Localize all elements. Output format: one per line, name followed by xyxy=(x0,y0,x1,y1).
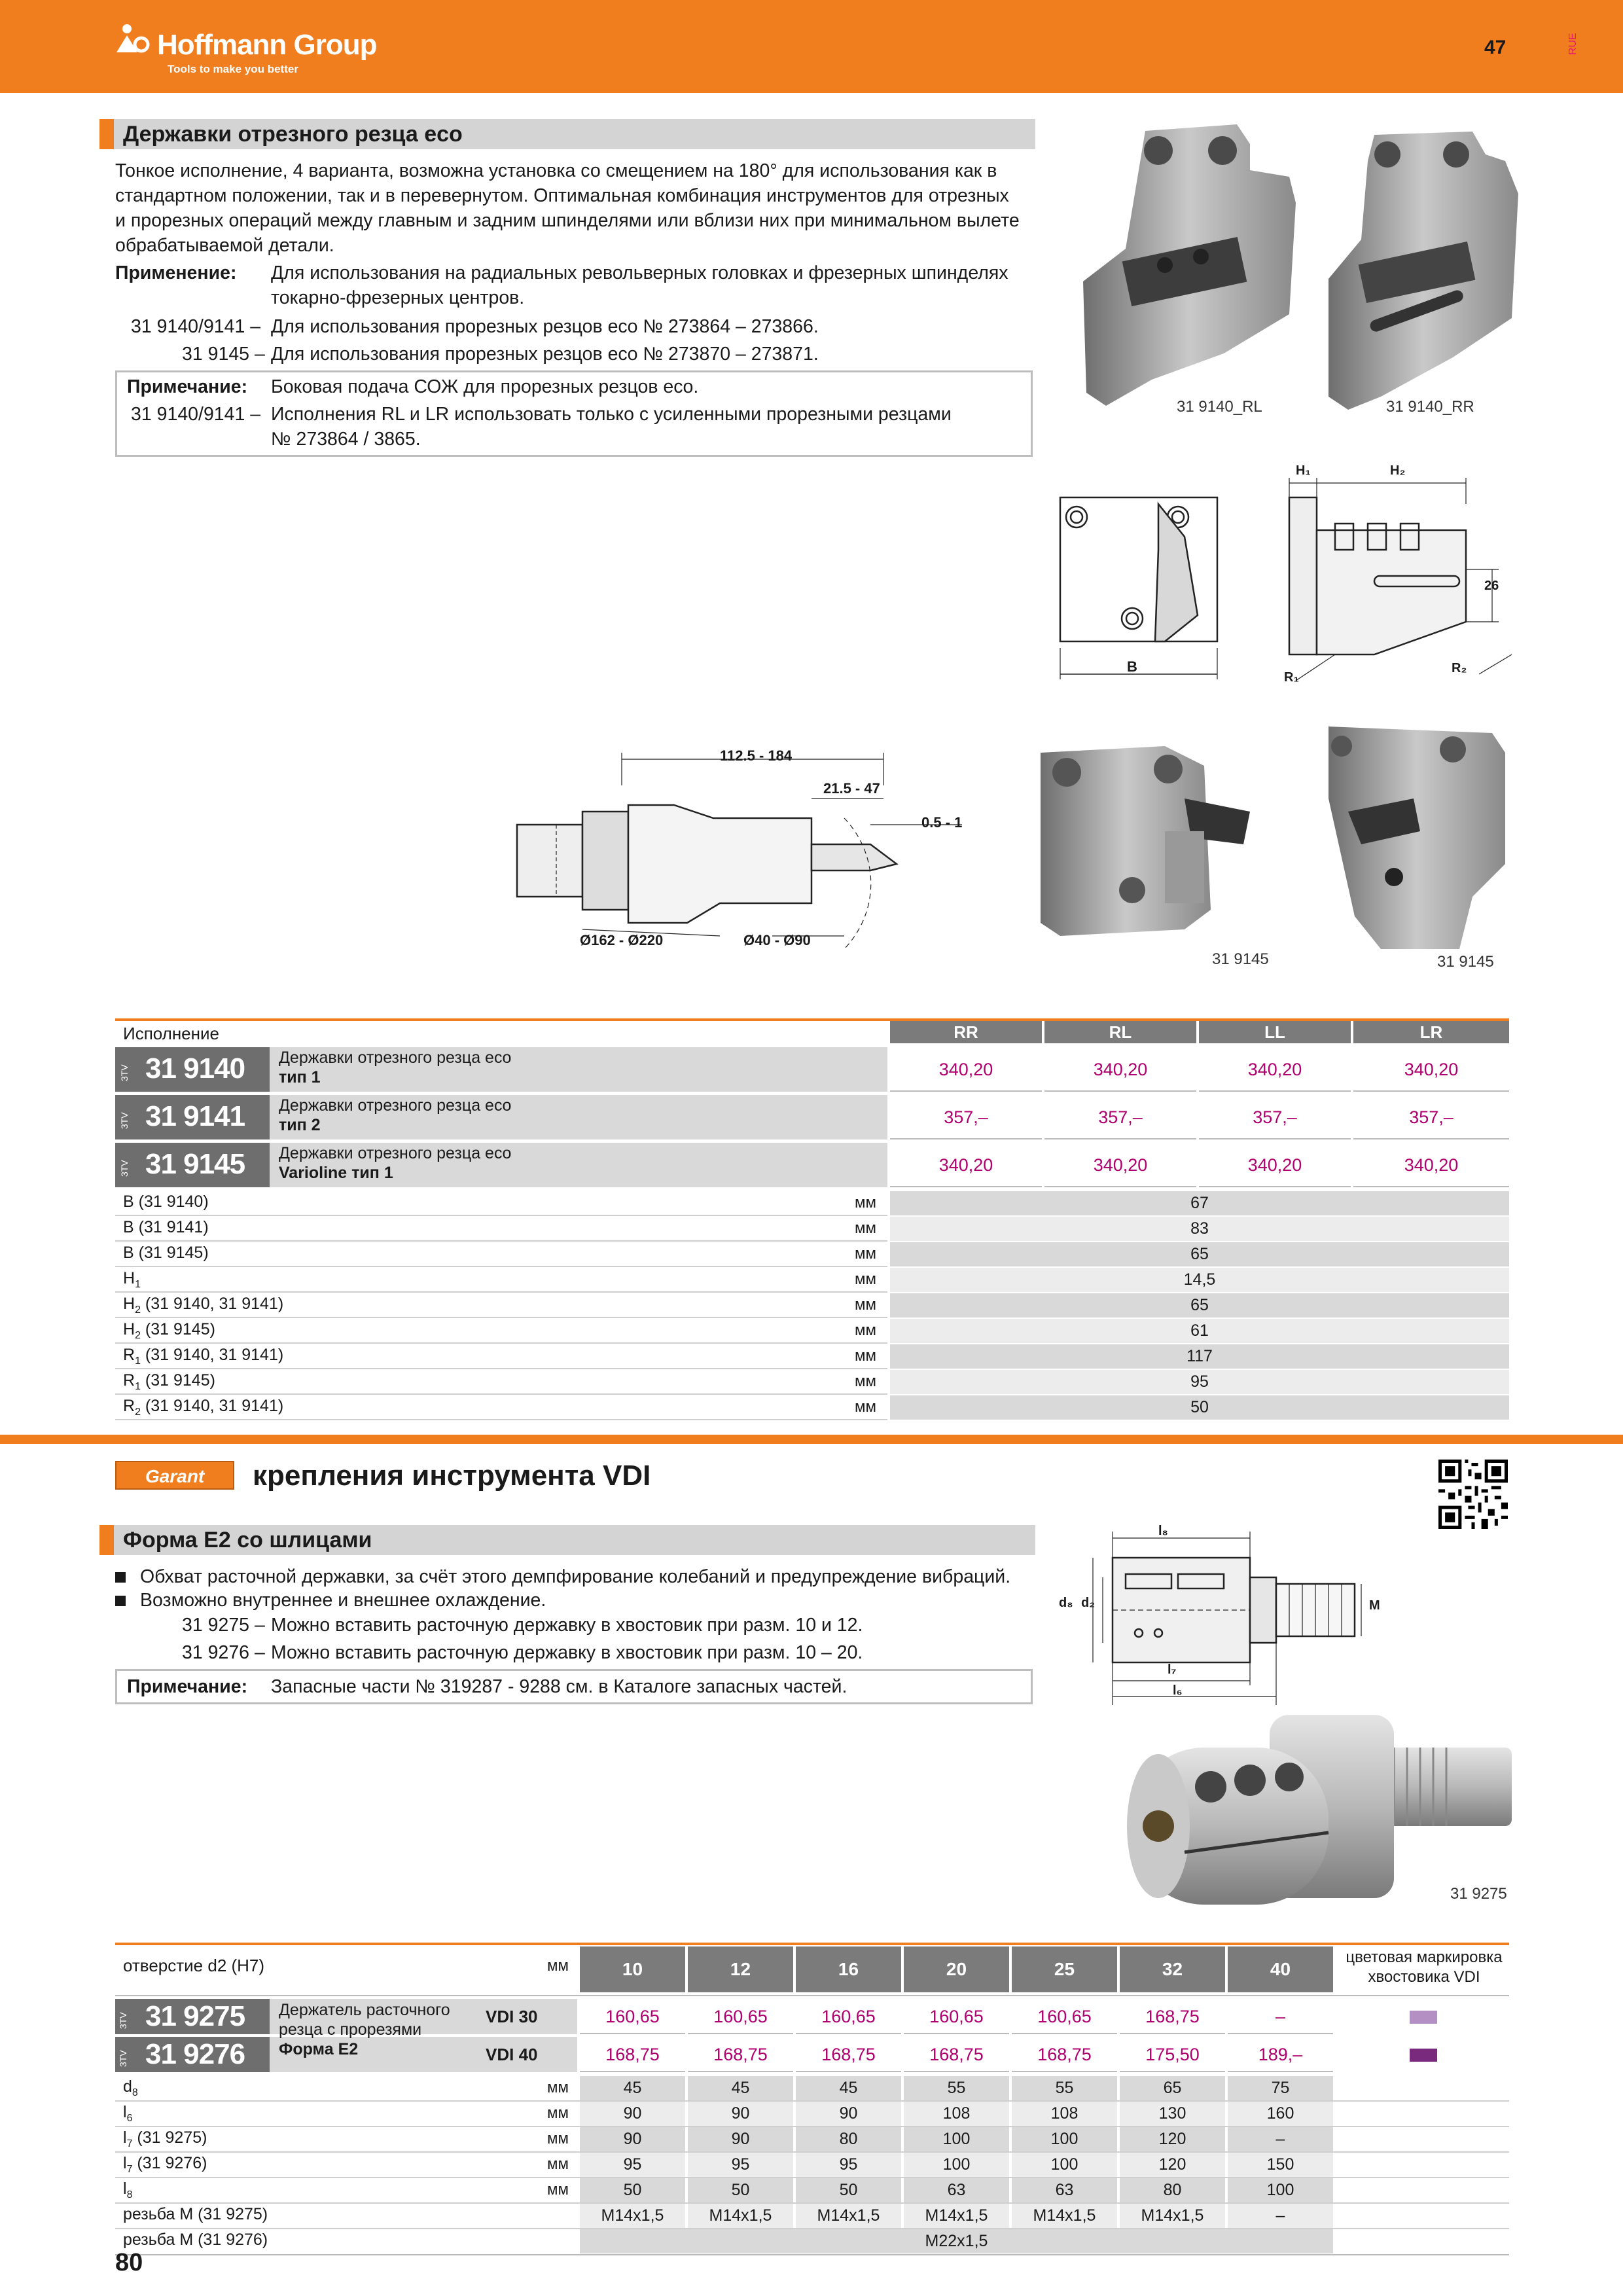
product-code: 31 9140 xyxy=(145,1052,245,1085)
brand-name: Hoffmann Group xyxy=(157,29,377,61)
spec-unit: мм xyxy=(855,1296,876,1314)
spec-value: M14x1,5 xyxy=(1012,2204,1117,2228)
spec-label: $l_7$ (31 9275) xyxy=(123,2128,207,2149)
spec-value: 50 xyxy=(890,1395,1509,1420)
spec-value: 90 xyxy=(580,2127,685,2151)
spec-value: 80 xyxy=(796,2127,901,2151)
spec-value: 90 xyxy=(796,2102,901,2126)
use2-text: Для использования прорезных резцов eco № 273870 – 273871. xyxy=(271,344,819,365)
price-cell: 175,50 xyxy=(1120,2037,1225,2072)
table2-head-label: отверстие d2 (H7) xyxy=(123,1956,265,1975)
product-image-9145b xyxy=(1315,720,1512,949)
s2-use1-text: Можно вставить расточную державку в хвостовик при разм. 10 и 12. xyxy=(271,1615,863,1636)
dim-l7-label: l₇ xyxy=(1168,1662,1177,1677)
row-divider xyxy=(115,1215,887,1216)
row-divider xyxy=(115,2254,1509,2255)
marker-label-2: хвостовика VDI xyxy=(1368,1968,1480,1986)
garant-logo: Garant xyxy=(115,1461,234,1490)
vdi-color-marker xyxy=(1410,2049,1437,2062)
spec-value: M14x1,5 xyxy=(688,2204,793,2228)
dim-d2-label: d₂ xyxy=(1081,1596,1096,1610)
spec-value: 75 xyxy=(1228,2076,1333,2100)
price-cell: 340,20 xyxy=(1044,1143,1196,1187)
spec-value: 95 xyxy=(796,2153,901,2177)
price-cell: 168,75 xyxy=(580,2037,685,2072)
price-cell: 357,– xyxy=(1044,1095,1196,1139)
spec-label: $H_2$ (31 9145) xyxy=(123,1320,215,1341)
spec-value: 80 xyxy=(1120,2178,1225,2202)
note-text-2: Исполнения RL и LR использовать только с усиленными прорезными резцами № 273864 / 3865. xyxy=(271,404,952,450)
product-image-rl xyxy=(1073,118,1296,406)
price-cell: 168,75 xyxy=(904,2037,1009,2072)
product-name-1: Держатель расточного xyxy=(279,2001,450,2019)
spec-value: 50 xyxy=(796,2178,901,2202)
use1-code: 31 9140/9141 – xyxy=(131,316,261,337)
product-name-3: Форма E2 xyxy=(279,2040,359,2058)
spec-value: M14x1,5 xyxy=(904,2204,1009,2228)
table2-col-header: 25 xyxy=(1012,1946,1117,1992)
spec-value: 95 xyxy=(580,2153,685,2177)
dim-d8-label: d₈ xyxy=(1059,1596,1073,1610)
product-name: Державки отрезного резца eco xyxy=(279,1096,512,1115)
spec-value: – xyxy=(1228,2204,1333,2228)
spec-value: 120 xyxy=(1120,2153,1225,2177)
price-cell: 340,20 xyxy=(1353,1047,1509,1092)
spec-value: 100 xyxy=(904,2153,1009,2177)
product-image-rr xyxy=(1322,122,1531,410)
row-divider xyxy=(115,1368,887,1369)
spec-value: 120 xyxy=(1120,2127,1225,2151)
spec-unit: мм xyxy=(547,2079,569,2096)
table1-head-label: Исполнение xyxy=(123,1024,219,1043)
price-cell: 340,20 xyxy=(890,1047,1042,1092)
product-type: тип 2 xyxy=(279,1116,321,1134)
spec-label: $H_1$ xyxy=(123,1269,141,1290)
spec-unit: мм xyxy=(547,2130,569,2147)
vdi-size: VDI 30 xyxy=(486,2007,538,2026)
caption-rl: 31 9140_RL xyxy=(1177,398,1262,416)
spec-label: $l_8$ xyxy=(123,2179,133,2200)
dim-length-label: 112.5 - 184 xyxy=(720,747,793,764)
section-intro: Тонкое исполнение, 4 варианта, возможна установка со смещением на 180° для использования как в стандартном положении, так и в перевернутом. Оптимальная комбинация инструментов для отрезных и прорезных операций между главным и задним шпинделями или вблизи них при минимальном вылете обрабатываемой детали. xyxy=(115,160,1020,256)
s2-use2-text: Можно вставить расточную державку в хвостовик при разм. 10 – 20. xyxy=(271,1642,863,1663)
section2-subtitle: Форма E2 со шлицами xyxy=(123,1528,372,1552)
dim-h1-label: H₁ xyxy=(1296,463,1311,478)
spec-label: $d_8$ xyxy=(123,2077,138,2098)
spec-value: 45 xyxy=(796,2076,901,2100)
price-cell: 160,65 xyxy=(904,1999,1009,2034)
section-divider xyxy=(0,1435,1623,1444)
drawing-vdi xyxy=(1054,1518,1394,1708)
spec-value: 83 xyxy=(890,1217,1509,1241)
section2-subtitle-bar xyxy=(99,1525,1035,1555)
table2-col-header: 12 xyxy=(688,1946,793,1992)
price-cell: 357,– xyxy=(890,1095,1042,1139)
bullet-1: Обхват расточной державки, за счёт этого демпфирование колебаний и предупреждение вибраций. xyxy=(115,1564,1010,1589)
spec-value: 90 xyxy=(688,2102,793,2126)
price-cell: – xyxy=(1228,1999,1333,2034)
product-name-2: резца с прорезями xyxy=(279,2020,422,2039)
spec-label: $R_1$ (31 9140, 31 9141) xyxy=(123,1346,284,1367)
spec-label: $l_7$ (31 9276) xyxy=(123,2154,207,2175)
code-prefix: 3TV xyxy=(118,2012,128,2029)
page-number-bottom: 80 xyxy=(115,2249,143,2276)
code-prefix: 3TV xyxy=(119,1160,130,1177)
section2-title: крепления инструмента VDI xyxy=(253,1460,651,1492)
caption-9145b: 31 9145 xyxy=(1437,953,1494,971)
caption-9145a: 31 9145 xyxy=(1212,950,1269,968)
row-divider xyxy=(115,1342,887,1344)
marker-label-1: цветовая маркировка xyxy=(1346,1948,1503,1966)
spec-value: 100 xyxy=(1012,2153,1117,2177)
table2-col-header: 10 xyxy=(580,1946,685,1992)
spec-value: 90 xyxy=(688,2127,793,2151)
row-divider xyxy=(115,1419,887,1420)
spec-label: B (31 9140) xyxy=(123,1193,209,1211)
spec-label: резьба M (31 9276) xyxy=(123,2231,268,2249)
col-rr: RR xyxy=(890,1021,1042,1043)
spec-unit: мм xyxy=(547,2104,569,2122)
price-cell: 357,– xyxy=(1199,1095,1351,1139)
hoffmann-logo-icon xyxy=(115,22,144,51)
price-cell: 168,75 xyxy=(796,2037,901,2072)
dim-m-label: M xyxy=(1369,1598,1380,1613)
price-cell: 160,65 xyxy=(1012,1999,1117,2034)
spec-value: 130 xyxy=(1120,2102,1225,2126)
price-cell: 340,20 xyxy=(1044,1047,1196,1092)
dim-offset-label: 21.5 - 47 xyxy=(823,780,880,797)
use1-text: Для использования прорезных резцов eco № 273864 – 273866. xyxy=(271,316,819,337)
price-cell: 189,– xyxy=(1228,2037,1333,2072)
qr-code-icon xyxy=(1438,1460,1508,1529)
price-cell: 340,20 xyxy=(1199,1047,1351,1092)
spec-label: $l_6$ xyxy=(123,2103,133,2124)
spec-value: 50 xyxy=(688,2178,793,2202)
brand-tagline: Tools to make you better xyxy=(168,63,298,75)
spec-value: 65 xyxy=(1120,2076,1225,2100)
row-divider xyxy=(115,1317,887,1318)
spec-value: 150 xyxy=(1228,2153,1333,2177)
product-image-9145a xyxy=(1034,740,1257,936)
s2-note-label: Примечание: xyxy=(127,1676,248,1697)
product-type: Varioline тип 1 xyxy=(279,1164,393,1182)
dim-l8-label: l₈ xyxy=(1158,1524,1168,1538)
spec-value: 45 xyxy=(688,2076,793,2100)
dim-dia2-label: Ø40 - Ø90 xyxy=(743,932,811,948)
table2-col-header: 40 xyxy=(1228,1946,1333,1992)
spec-label: резьба M (31 9275) xyxy=(123,2205,268,2223)
spec-value: 45 xyxy=(580,2076,685,2100)
price-cell: 160,65 xyxy=(580,1999,685,2034)
dim-b-label: B xyxy=(1127,658,1137,675)
spec-value: 108 xyxy=(1012,2102,1117,2126)
price-cell: 357,– xyxy=(1353,1095,1509,1139)
page-header xyxy=(0,0,1623,93)
spec-unit: мм xyxy=(855,1219,876,1237)
spec-label: $H_2$ (31 9140, 31 9141) xyxy=(123,1295,284,1316)
code-prefix: 3TV xyxy=(118,2050,128,2067)
spec-value: 61 xyxy=(890,1319,1509,1343)
spec-value: 65 xyxy=(890,1242,1509,1266)
spec-value: 108 xyxy=(904,2102,1009,2126)
spec-value: – xyxy=(1228,2127,1333,2151)
spec-label: $R_2$ (31 9140, 31 9141) xyxy=(123,1397,284,1418)
use2-code: 31 9145 – xyxy=(182,344,265,365)
spec-value: 100 xyxy=(904,2127,1009,2151)
spec-unit: мм xyxy=(855,1245,876,1263)
spec-label: B (31 9141) xyxy=(123,1218,209,1236)
page-number-top: 47 xyxy=(1484,37,1507,58)
price-cell: 168,75 xyxy=(1120,1999,1225,2034)
section-title-bar xyxy=(99,119,1035,149)
table2 xyxy=(115,1943,1509,2250)
col-rl: RL xyxy=(1044,1021,1196,1043)
dim-r1-label: R₁ xyxy=(1284,670,1299,685)
drawing-front-view xyxy=(1047,484,1230,681)
spec-value: 55 xyxy=(1012,2076,1117,2100)
note-label: Примечание: xyxy=(127,376,248,397)
spec-unit: мм xyxy=(855,1398,876,1416)
drawing-side-view xyxy=(1270,465,1518,687)
note-code: 31 9140/9141 – xyxy=(131,404,261,425)
product-code: 31 9275 xyxy=(145,2000,245,2032)
spec-label: $R_1$ (31 9145) xyxy=(123,1371,215,1392)
caption-vdi: 31 9275 xyxy=(1450,1885,1507,1903)
code-prefix: 3TV xyxy=(119,1112,130,1129)
spec-value: 50 xyxy=(580,2178,685,2202)
product-type: тип 1 xyxy=(279,1068,321,1086)
spec-value: 95 xyxy=(688,2153,793,2177)
dim-r2-label: R₂ xyxy=(1452,661,1467,675)
vdi-color-marker xyxy=(1410,2011,1437,2024)
application-label: Применение: xyxy=(115,262,237,283)
spec-value: M14x1,5 xyxy=(796,2204,901,2228)
table2-col-header: 32 xyxy=(1120,1946,1225,1992)
product-code: 31 9276 xyxy=(145,2038,245,2070)
spec-value: M22x1,5 xyxy=(580,2229,1333,2253)
row-divider xyxy=(115,1240,887,1242)
dim-26-label: 26 xyxy=(1484,579,1499,593)
spec-value: 55 xyxy=(904,2076,1009,2100)
table2-head-unit: мм xyxy=(547,1957,569,1975)
dim-l6-label: l₆ xyxy=(1173,1683,1183,1698)
price-cell: 340,20 xyxy=(1199,1143,1351,1187)
price-cell: 160,65 xyxy=(796,1999,901,2034)
price-cell: 340,20 xyxy=(890,1143,1042,1187)
row-divider xyxy=(115,1393,887,1395)
price-cell: 168,75 xyxy=(688,2037,793,2072)
price-cell: 168,75 xyxy=(1012,2037,1117,2072)
code-prefix: 3TV xyxy=(119,1064,130,1081)
table1-col-headers xyxy=(890,1021,1509,1045)
spec-value: 67 xyxy=(890,1191,1509,1215)
spec-value: 65 xyxy=(890,1293,1509,1318)
row-divider xyxy=(115,1266,887,1267)
spec-value: M14x1,5 xyxy=(1120,2204,1225,2228)
spec-unit: мм xyxy=(855,1372,876,1390)
bullet-2: Возможно внутреннее и внешнее охлаждение. xyxy=(115,1588,546,1613)
spec-value: 117 xyxy=(890,1344,1509,1369)
spec-value: 14,5 xyxy=(890,1268,1509,1292)
product-code: 31 9145 xyxy=(145,1148,245,1180)
col-lr: LR xyxy=(1353,1021,1509,1043)
spec-value: 100 xyxy=(1012,2127,1117,2151)
row-divider xyxy=(115,1995,1509,1996)
product-name: Державки отрезного резца eco xyxy=(279,1144,512,1162)
note-text-1: Боковая подача СОЖ для прорезных резцов eco. xyxy=(271,376,699,397)
s2-use1-code: 31 9275 – xyxy=(182,1615,265,1636)
s2-use2-code: 31 9276 – xyxy=(182,1642,265,1663)
application-text: Для использования на радиальных револьверных головках и фрезерных шпинделях токарно-фрезерных центров. xyxy=(271,262,1008,308)
spec-unit: мм xyxy=(547,2155,569,2173)
spec-unit: мм xyxy=(855,1347,876,1365)
product-code: 31 9141 xyxy=(145,1100,245,1132)
spec-value: 95 xyxy=(890,1370,1509,1394)
spec-value: M14x1,5 xyxy=(580,2204,685,2228)
product-name: Державки отрезного резца eco xyxy=(279,1049,512,1067)
section-title: Державки отрезного резца eco xyxy=(123,122,463,147)
row-divider xyxy=(115,1291,887,1293)
spec-unit: мм xyxy=(855,1194,876,1211)
spec-unit: мм xyxy=(855,1321,876,1339)
spec-value: 90 xyxy=(580,2102,685,2126)
spec-label: B (31 9145) xyxy=(123,1244,209,1262)
price-cell: 340,20 xyxy=(1353,1143,1509,1187)
dim-gap-label: 0.5 - 1 xyxy=(921,814,963,831)
vdi-size: VDI 40 xyxy=(486,2045,538,2064)
table2-col-header: 16 xyxy=(796,1946,901,1992)
language-code: RUE xyxy=(1567,33,1578,55)
caption-rr: 31 9140_RR xyxy=(1386,398,1474,416)
col-ll: LL xyxy=(1199,1021,1351,1043)
spec-value: 63 xyxy=(904,2178,1009,2202)
spec-unit: мм xyxy=(855,1270,876,1288)
spec-value: 100 xyxy=(1228,2178,1333,2202)
dim-h2-label: H₂ xyxy=(1390,463,1406,478)
table2-col-header: 20 xyxy=(904,1946,1009,1992)
spec-value: 160 xyxy=(1228,2102,1333,2126)
dim-dia1-label: Ø162 - Ø220 xyxy=(580,932,664,948)
price-cell: 160,65 xyxy=(688,1999,793,2034)
s2-note-text: Запасные части № 319287 - 9288 см. в Каталоге запасных частей. xyxy=(271,1676,847,1697)
drawing-mounting xyxy=(504,740,988,956)
spec-unit: мм xyxy=(547,2181,569,2198)
spec-value: 63 xyxy=(1012,2178,1117,2202)
